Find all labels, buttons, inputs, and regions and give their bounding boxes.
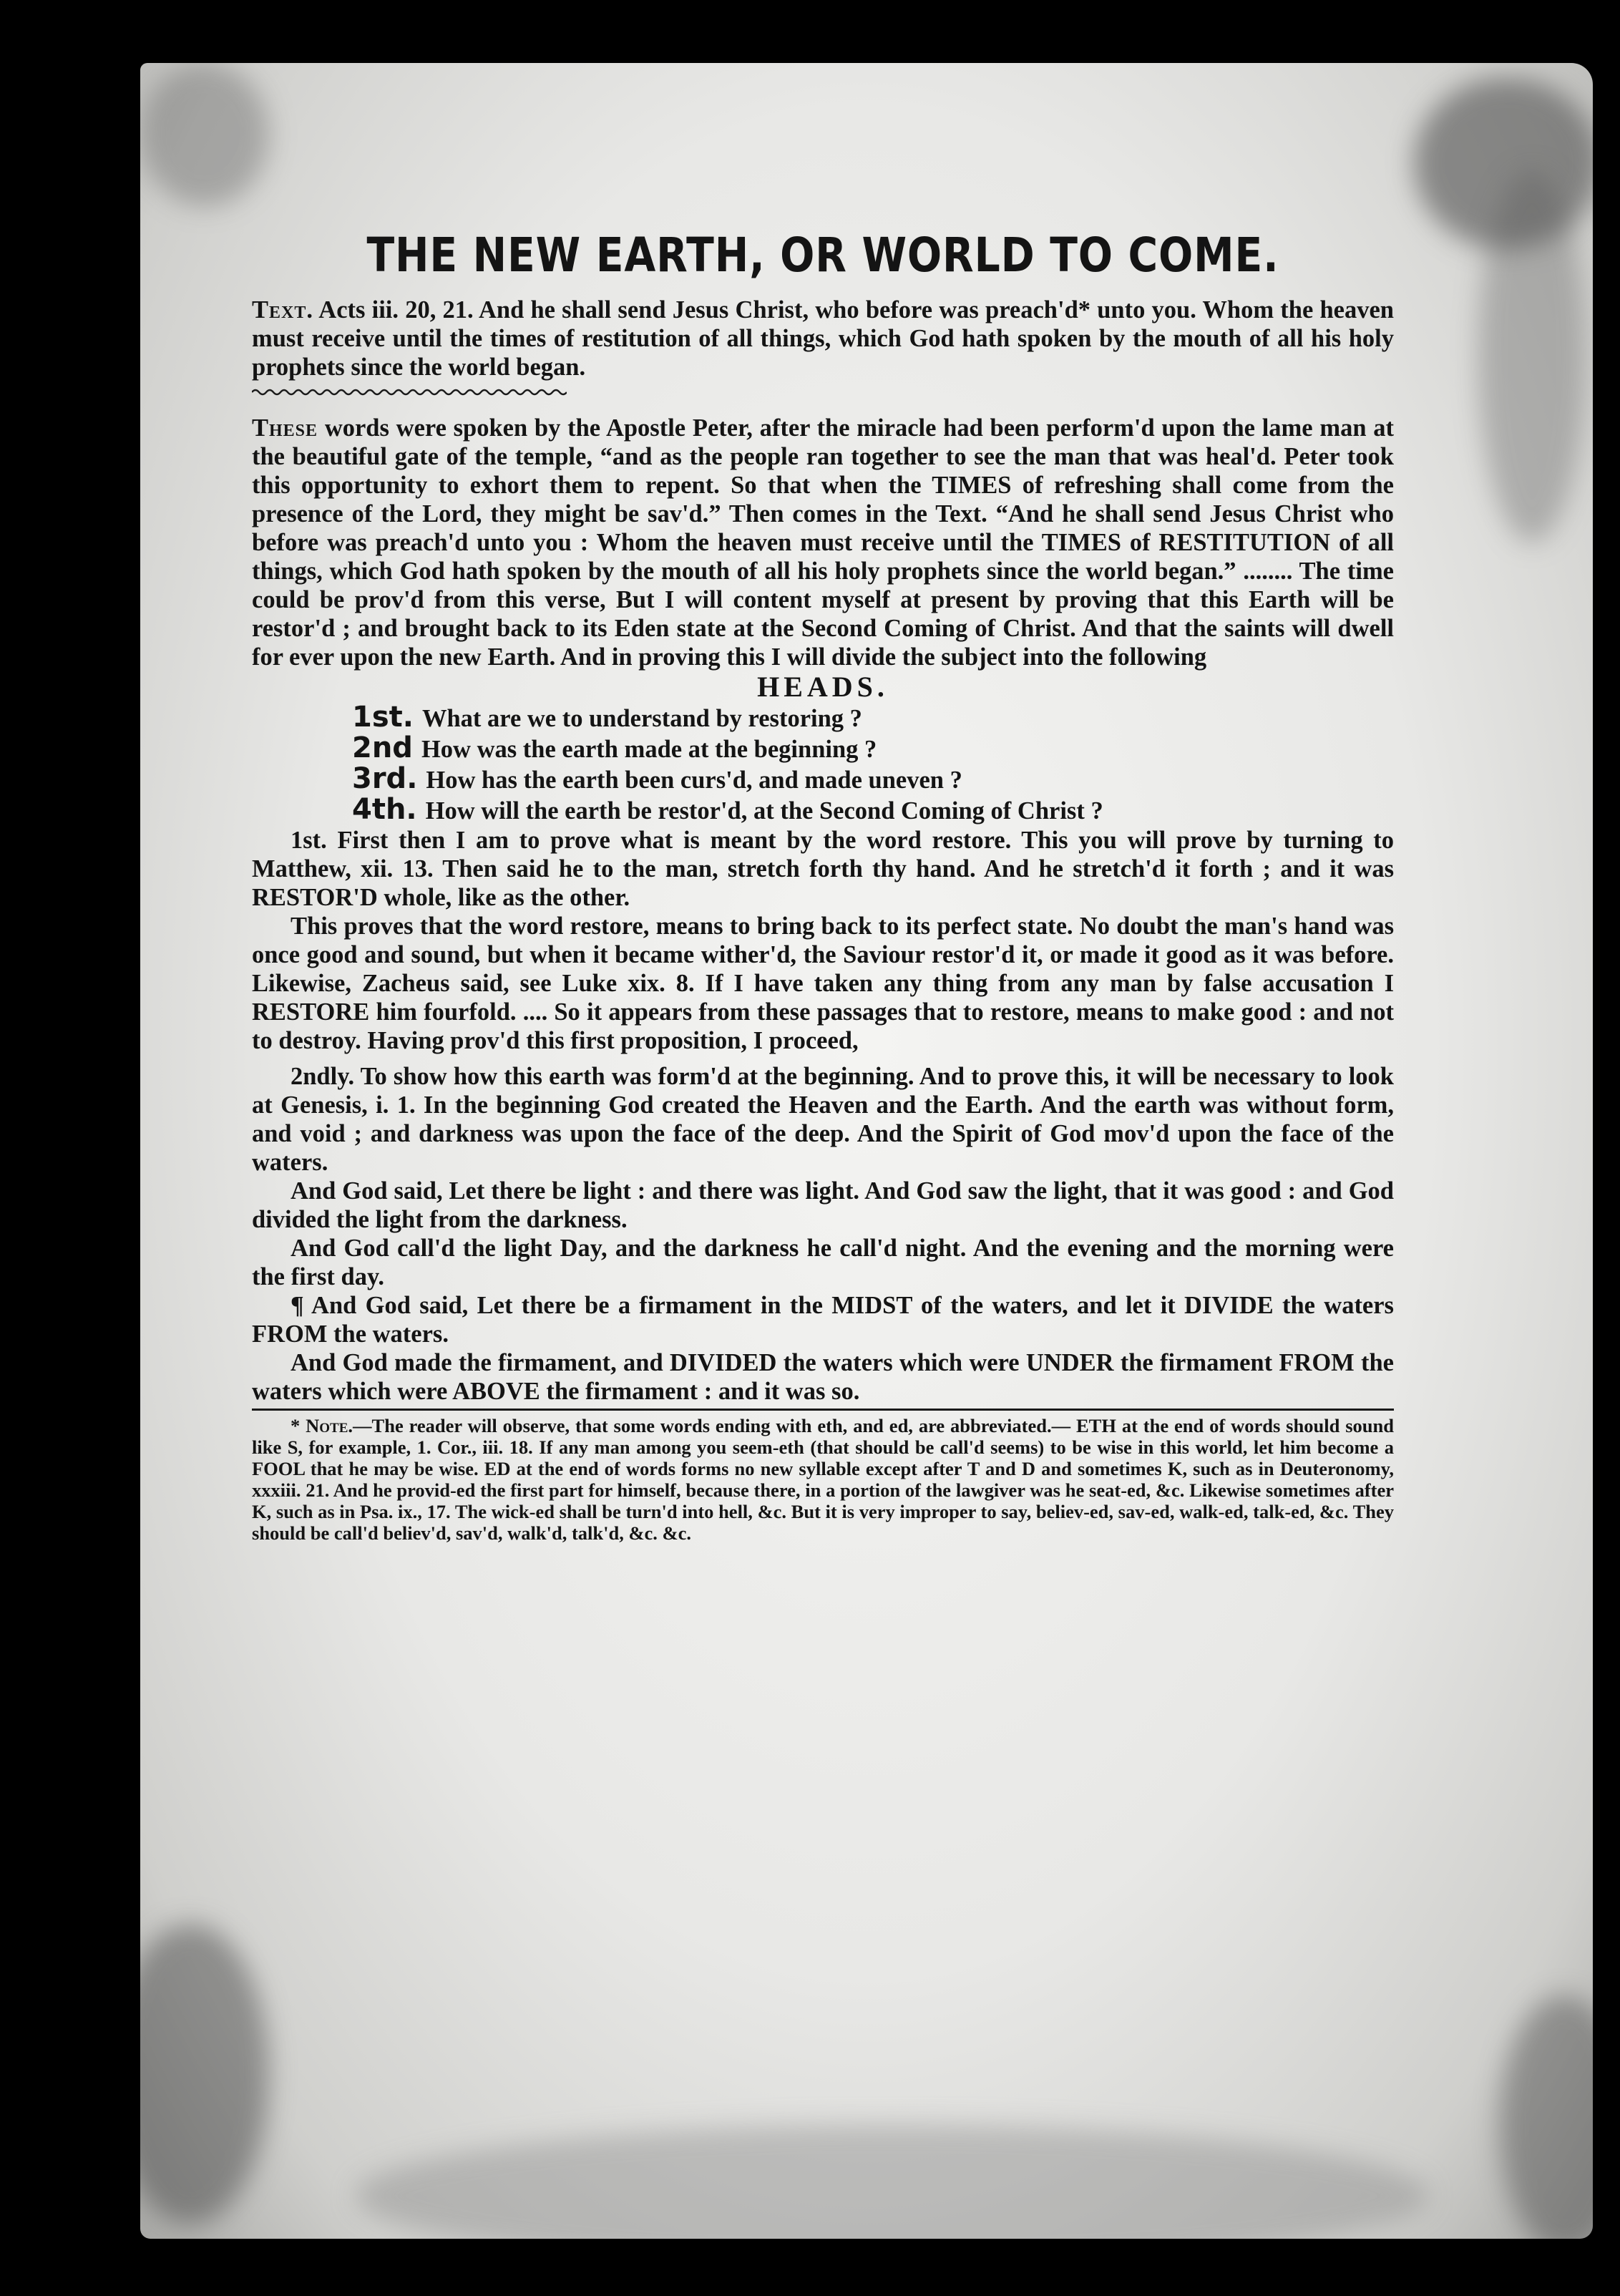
- intro-paragraph: [252, 414, 1394, 671]
- paragraph-first: 1st. First then I am to prove what is meant by the word restore. This you will prove by turning to Matthew, xii. 13. Then said he to the man, stretch forth thy hand. And he stretch'd it forth ; and it was RESTOR'D whole, like as the other.: [252, 827, 1394, 911]
- document-title: THE NEW EARTH, OR WORLD TO COME.: [366, 228, 1279, 283]
- intro-body: words were spoken by the Apostle Peter, after the miracle had been perform'd upon the lame man at the beautiful gate of the temple, “and as the people ran together to see the man that was heal'd. Peter took this opportunity to exhort them to repent. So that when the TIMES of refreshing shall come from the presence of the Lord, they might be sav'd.” Then comes in the Text. “And he shall send Jesus Christ who before was preach'd unto you : Whom the heaven must receive until the TIMES of RESTITUTION of all things, which God hath spoken by the mouth of all his holy prophets since the world began.” ........ The time could be prov'd from this verse, But I will content myself at present by proving that this Earth will be restor'd ; and brought back to its Eden state at the Second Coming of Christ. And that the saints will dwell for ever upon the new Earth. And in proving this I will divide the subject into the following: [252, 414, 1395, 671]
- footnote-body: —The reader will observe, that some words ending with eth, and ed, are abbreviated.— ETH at the end of words should sound like S, for example, 1. Cor., iii. 18. If any man among you seem-eth (that should be call'd seems) to be wise in this world, let him become a FOOL that he may be wise. ED at the end of words forms no new syllable except after T and D and sometimes K, such as in Deuteronomy, xxxiii. 21. And he provid-ed the first part for himself, because there, in a portion of the lawgiver was he seat-ed, &c. Likewise sometimes after K, such as in Psa. ix., 17. The wick-ed shall be turn'd into hell, &c. But it is very improper to say, believ-ed, sav-ed, walk-ed, talk-ed, &c. They should be call'd believ'd, sav'd, walk'd, talk'd, &c. &c.: [252, 1415, 1394, 1544]
- intro-lead: These: [252, 414, 318, 442]
- footnote-separator: [252, 1409, 1394, 1411]
- wavy-rule: [252, 387, 567, 397]
- document-content: [252, 228, 1394, 1544]
- head-item-1: [352, 703, 1394, 734]
- stain-bottom-right: [1500, 1995, 1593, 2239]
- head-number: 2nd: [352, 731, 413, 764]
- stain-bottom: [355, 2124, 1428, 2239]
- paragraph-firmament: ¶ And God said, Let there be a firmament in the MIDST of the waters, and let it DIVIDE the waters FROM the waters.: [252, 1292, 1394, 1348]
- paragraph-proves: This proves that the word restore, means to bring back to its perfect state. No doubt the man's hand was once good and sound, but when it became wither'd, the Saviour restor'd it, or made it good as it was before. Likewise, Zacheus said, see Luke xix. 8. If I have taken any thing from any man by false accusation I RESTORE him fourfold. .... So it appears from these passages that to restore, means to make good : and not to destroy. Having prov'd this first proposition, I proceed,: [252, 913, 1394, 1054]
- head-item-3: [352, 764, 1394, 795]
- head-text: How will the earth be restor'd, at the Second Coming of Christ ?: [425, 797, 1103, 824]
- stain-right-edge: [1478, 170, 1586, 543]
- head-number: 3rd.: [352, 762, 418, 795]
- head-text: How was the earth made at the beginning ?: [421, 736, 877, 763]
- paragraph-made: And God made the firmament, and DIVIDED the waters which were UNDER the firmament FROM the waters which were ABOVE the firmament : and it was so.: [252, 1349, 1394, 1405]
- head-number: 4th.: [352, 793, 417, 826]
- footnote-lead: * Note.: [291, 1415, 353, 1436]
- footnote: [252, 1415, 1394, 1544]
- paragraph-second: 2ndly. To show how this earth was form'd at the beginning. And to prove this, it will be necessary to look at Genesis, i. 1. In the beginning God created the Heaven and the Earth. And the earth was without form, and void ; and darkness was upon the face of the deep. And the Spirit of God mov'd upon the face of the waters.: [252, 1063, 1394, 1176]
- paragraph-light: And God said, Let there be light : and there was light. And God saw the light, that it was good : and God divided the light from the darkness.: [252, 1177, 1394, 1233]
- head-item-4: [352, 795, 1394, 826]
- paragraph-day: And God call'd the light Day, and the darkness he call'd night. And the evening and the morning were the first day.: [252, 1235, 1394, 1290]
- text-body: Acts iii. 20, 21. And he shall send Jesus Christ, who before was preach'd* unto you. Whom the heaven must receive until the times of restitution of all things, which God hath spoken by the mouth of all his holy prophets since the world began.: [252, 296, 1394, 381]
- head-text: How has the earth been curs'd, and made uneven ?: [426, 767, 962, 794]
- text-label: Text.: [252, 296, 313, 324]
- heads-heading: HEADS.: [757, 671, 889, 703]
- stain-top-left: [140, 63, 269, 206]
- head-text: What are we to understand by restoring ?: [421, 705, 862, 732]
- head-number: 1st.: [352, 701, 414, 734]
- stain-bottom-left: [140, 1924, 269, 2224]
- scripture-text: [252, 296, 1394, 381]
- head-item-2: [352, 731, 1394, 764]
